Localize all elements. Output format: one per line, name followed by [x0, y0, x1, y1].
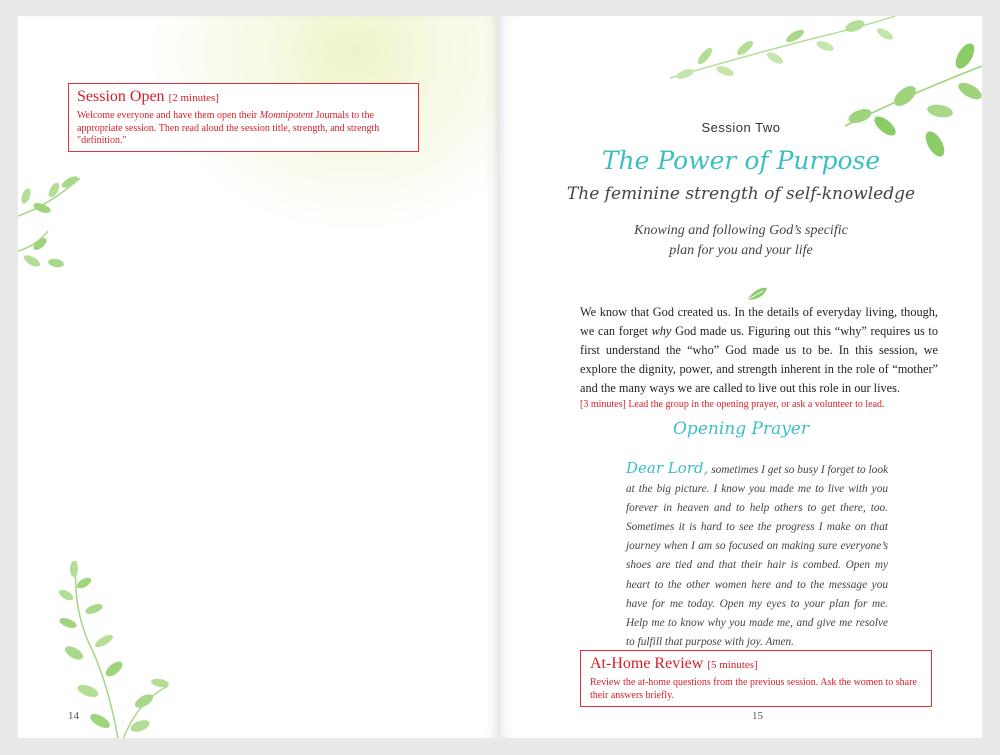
intro-italic: why [651, 324, 672, 338]
at-home-review-heading [590, 655, 922, 674]
page-number-left: 14 [68, 710, 79, 722]
prayer-text [626, 459, 888, 652]
prayer-body: sometimes I get so busy I forget to look at the big picture. I know you made me to live with you forever in heaven and to help others to get there, too. Sometimes it is hard to see the progress I make on that journey when I am so focused on making sure everyone’s shoes are tied and that their hair is combed. Open my heart to the other women here and to the message you have for me today. Open my eyes to your plan for me. Help me to know why you made me, and give me resolve to fulfill that purpose with joy. Amen. [626, 464, 888, 648]
right-page [500, 16, 982, 738]
session-title: The Power of Purpose [601, 146, 881, 175]
at-home-review-box [580, 650, 932, 707]
at-home-review-text: Review the at-home questions from the previous session. Ask the women to share their answers briefly. [590, 677, 917, 701]
prayer-instruction: [3 minutes] Lead the group in the opening prayer, or ask a volunteer to lead. [580, 399, 885, 410]
at-home-review-title: At-Home Review [590, 655, 704, 672]
page-number-right: 15 [752, 710, 763, 722]
session-open-heading [77, 88, 410, 107]
session-open-box [68, 83, 419, 152]
session-subtitle: The feminine strength of self-knowledge [566, 184, 916, 204]
session-open-text-part2: Journals to the appropriate session. Then read aloud the session title, strength, and strength "definition." [77, 110, 380, 146]
at-home-review-duration: [5 minutes] [707, 659, 758, 671]
session-open-title: Session Open [77, 88, 165, 105]
opening-prayer-heading: Opening Prayer [673, 419, 809, 439]
prayer-salutation: Dear Lord, [626, 459, 709, 477]
leaf-sprig-icon [18, 176, 88, 276]
leaf-divider-icon [745, 286, 769, 302]
session-open-text [77, 110, 410, 148]
session-open-duration: [2 minutes] [168, 92, 219, 104]
intro-paragraph [580, 303, 938, 398]
tagline-line1: Knowing and following God’s specific [634, 223, 848, 238]
leaf-sprig-icon [665, 16, 982, 156]
session-label: Session Two [701, 120, 781, 135]
tagline [500, 221, 982, 261]
left-page [18, 16, 499, 738]
tagline-line2: plan for you and your life [669, 243, 813, 258]
intro-part1: We know that God created us. In the details of everyday living, though, we can forget [580, 305, 938, 338]
session-open-text-italic: Momnipotent [259, 110, 314, 121]
session-open-text-part1: Welcome everyone and have them open their [77, 110, 260, 121]
intro-part2: God made us. Figuring out this “why” requires us to first understand the “who” God made us to be. In this session, we explore the dignity, power, and strength inherent in the role of “mother” and the many ways we are called to live out this role in our lives. [580, 324, 938, 395]
